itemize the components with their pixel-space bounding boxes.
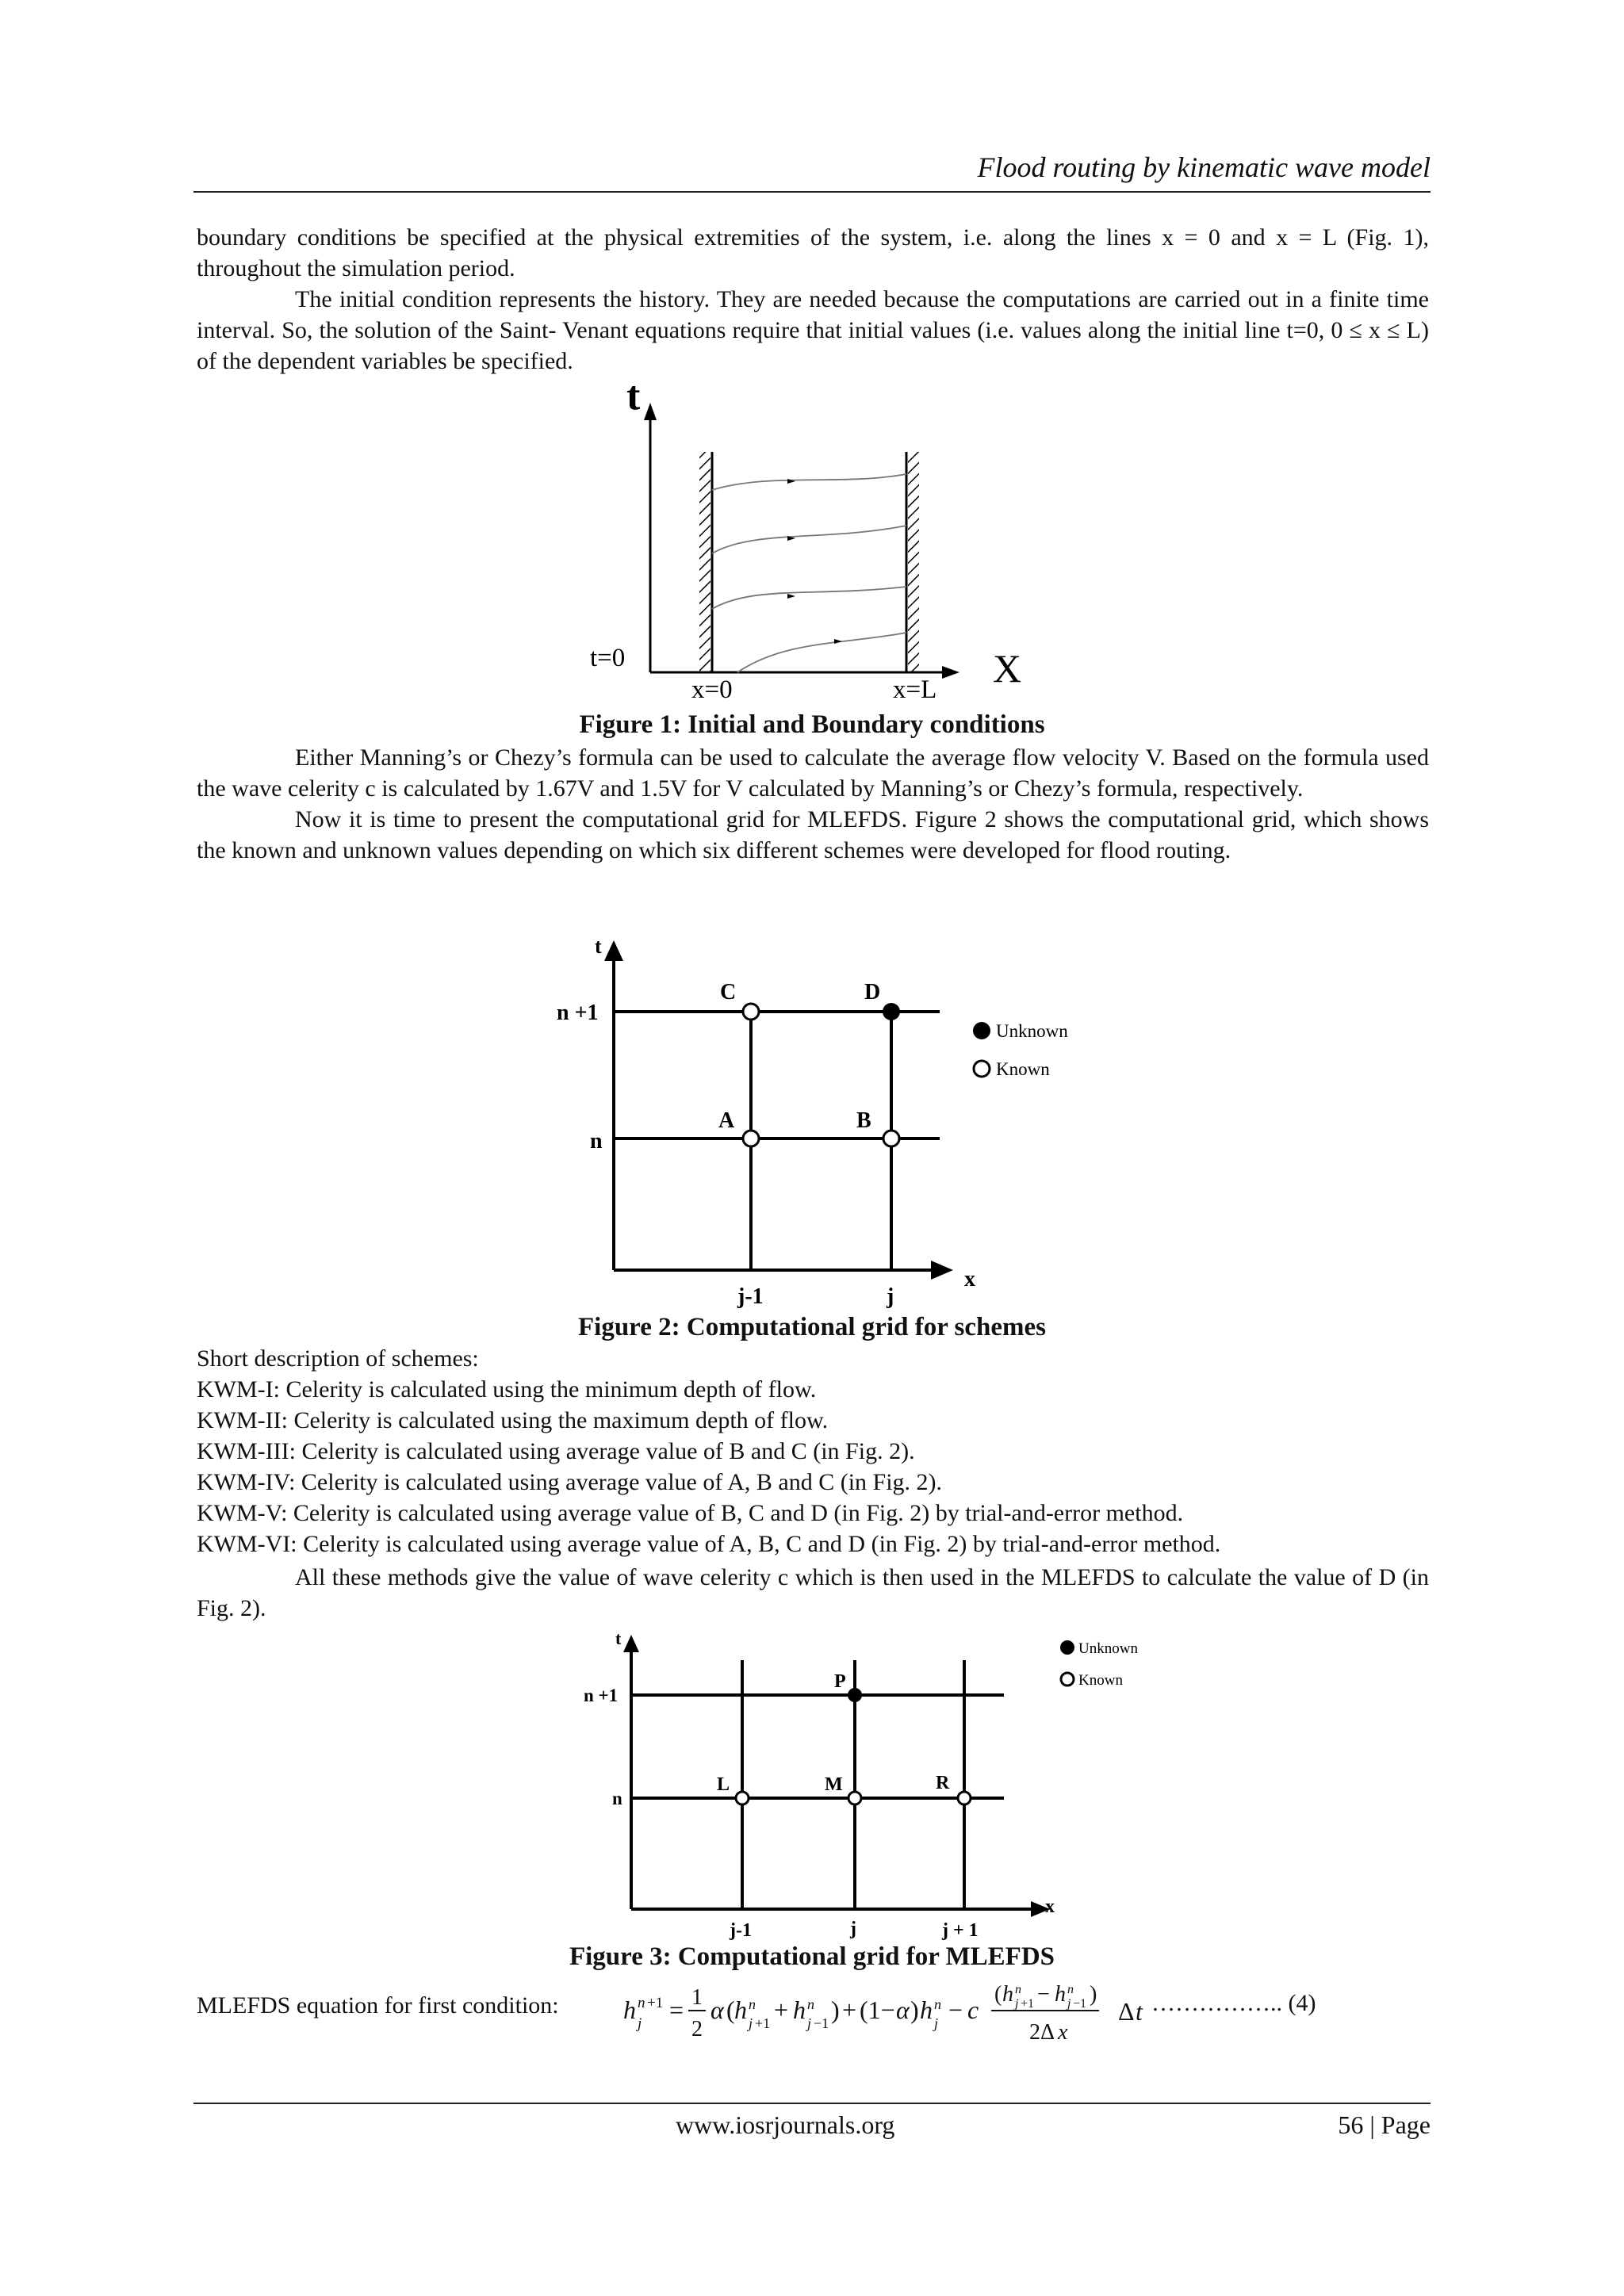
- mlefds-equation: [619, 1973, 1174, 2052]
- characteristic-curve: [712, 474, 906, 490]
- legend-known-icon: [974, 1061, 990, 1077]
- node-label-D: D: [864, 980, 881, 1004]
- x-axis-label: x: [1045, 1896, 1055, 1917]
- svg-text:t: t: [1136, 1997, 1143, 2026]
- svg-text:j: j: [1015, 1997, 1019, 2011]
- node-D-unknown: [883, 1003, 900, 1020]
- curve-direction-arrows: [787, 479, 842, 644]
- column-label-j-plus-1: j + 1: [942, 1920, 979, 1941]
- x-axis-label: X: [993, 646, 1022, 691]
- footer-site-link[interactable]: www.iosrjournals.org: [676, 2110, 895, 2139]
- column-label-j: j: [887, 1284, 894, 1309]
- t0-label: t=0: [590, 644, 626, 672]
- svg-text:h: h: [734, 1996, 747, 2024]
- figure-2-caption: Figure 2: Computational grid for schemes: [578, 1313, 1046, 1341]
- column-label-j-1: j-1: [737, 1284, 764, 1309]
- row-label-n-plus-1: n +1: [584, 1686, 619, 1705]
- right-wall-hatch: [908, 452, 919, 672]
- svg-text:+1: +1: [647, 1995, 664, 2011]
- svg-text:n: n: [1067, 1983, 1074, 1996]
- svg-text:): ): [1090, 1982, 1097, 2007]
- scheme-item: KWM-III: Celerity is calculated using average value of B and C (in Fig. 2).: [197, 1438, 915, 1464]
- t-axis-label: t: [626, 379, 641, 419]
- node-R-known: [958, 1792, 971, 1804]
- t-axis-label: t: [615, 1628, 622, 1648]
- curve-arrow-icon: [834, 639, 842, 644]
- svg-text:−: −: [1037, 1982, 1050, 2007]
- legend-known-label: Known: [996, 1059, 1050, 1079]
- node-label-B: B: [856, 1108, 871, 1133]
- scheme-item: KWM-VI: Celerity is calculated using average value of A, B, C and D (in Fig. 2) by trial-and-error method.: [197, 1531, 1221, 1557]
- svg-text:+1: +1: [755, 2015, 771, 2031]
- x-axis-label: x: [964, 1267, 975, 1292]
- legend-known-icon: [1061, 1673, 1074, 1686]
- scheme-item: KWM-IV: Celerity is calculated using average value of A, B and C (in Fig. 2).: [197, 1469, 943, 1495]
- page-number: 56 | Page: [1338, 2110, 1431, 2139]
- row-label-n: n: [590, 1129, 603, 1154]
- node-P-unknown: [848, 1688, 862, 1702]
- row-label-n: n: [612, 1789, 622, 1808]
- column-label-j: j: [850, 1919, 856, 1939]
- node-label-C: C: [720, 980, 737, 1004]
- svg-text:h: h: [793, 1996, 806, 2024]
- x-axis-arrow: [931, 1261, 953, 1280]
- curve-arrow-icon: [787, 594, 795, 599]
- footer-rule: [193, 2103, 1431, 2104]
- figure-2-diagram: [539, 932, 1078, 1311]
- scheme-item: KWM-II: Celerity is calculated using the maximum depth of flow.: [197, 1407, 829, 1433]
- svg-text:−1: −1: [1073, 1997, 1087, 2011]
- svg-text:j: j: [749, 2015, 753, 2031]
- figure-3-caption: Figure 3: Computational grid for MLEFDS: [569, 1942, 1055, 1971]
- svg-text:Δ: Δ: [1118, 1997, 1135, 2026]
- column-label-j-1: j-1: [730, 1920, 752, 1941]
- svg-text:n: n: [749, 1996, 756, 2012]
- x0-label: x=0: [691, 675, 733, 704]
- body-text-block-2: [197, 742, 1429, 866]
- svg-text:−: −: [948, 1996, 963, 2024]
- node-M-known: [848, 1792, 861, 1804]
- svg-text:x: x: [1058, 2020, 1068, 2045]
- svg-text:2Δ: 2Δ: [1029, 2020, 1055, 2045]
- svg-text:2: 2: [691, 2017, 703, 2042]
- paragraph-celerity-usage: All these methods give the value of wave celerity c which is then used in the MLEFDS to calculate the value of D (in Fig. 2).: [197, 1564, 1429, 1621]
- x-axis-arrow: [942, 666, 959, 679]
- scheme-item: KWM-V: Celerity is calculated using average value of B, C and D (in Fig. 2) by trial-and-error method.: [197, 1500, 1184, 1526]
- characteristic-curve: [737, 633, 906, 672]
- paragraph-computational-grid: Now it is time to present the computational grid for MLEFDS. Figure 2 shows the computational grid, which shows the known and unknown values depending on which six different schemes were developed for flood routing.: [197, 806, 1429, 863]
- svg-text:=: =: [669, 1996, 684, 2024]
- t-axis-arrow: [604, 940, 623, 961]
- svg-text:c: c: [967, 1996, 979, 2024]
- svg-text:n: n: [638, 1995, 645, 2011]
- characteristic-curve: [712, 526, 906, 553]
- svg-text:+: +: [774, 1996, 789, 2024]
- t-axis-arrow: [623, 1635, 639, 1652]
- svg-text:n: n: [1015, 1983, 1021, 1996]
- svg-text:+: +: [842, 1996, 857, 2024]
- svg-text:(: (: [726, 1996, 735, 2024]
- svg-text:α: α: [896, 1996, 910, 2024]
- paragraph-boundary: boundary conditions be specified at the physical extremities of the system, i.e. along the lines x = 0 and x = L (Fig. 1), throughout the simulation period.: [197, 224, 1429, 281]
- svg-text:+1: +1: [1021, 1997, 1035, 2011]
- xL-label: x=L: [893, 675, 937, 704]
- schemes-intro: Short description of schemes:: [197, 1345, 479, 1372]
- node-label-A: A: [718, 1108, 735, 1133]
- node-C-known: [743, 1004, 759, 1020]
- svg-text:n: n: [807, 1996, 814, 2012]
- legend-unknown-icon: [1060, 1640, 1074, 1655]
- characteristic-curves: [712, 474, 906, 672]
- svg-text:(: (: [994, 1982, 1002, 2007]
- svg-text:α: α: [710, 1996, 724, 2024]
- svg-text:(1−: (1−: [860, 1996, 895, 2024]
- paragraph-initial-condition: The initial condition represents the history. They are needed because the computations are carried out in a finite time interval. So, the solution of the Saint- Venant equations require that initial values (i.e. values along the initial line t=0, 0 ≤ x ≤ L) of the dependent variables be specified.: [197, 286, 1429, 374]
- header-rule: [193, 191, 1431, 193]
- body-text-block-3: [197, 1562, 1429, 1624]
- svg-text:j: j: [1067, 1997, 1071, 2011]
- t-axis-label: t: [595, 935, 602, 958]
- svg-text:1: 1: [691, 1985, 703, 2010]
- equation-label: MLEFDS equation for first condition:: [197, 1992, 559, 2019]
- node-label-M: M: [825, 1774, 843, 1795]
- figure-1-caption: Figure 1: Initial and Boundary conditions: [579, 710, 1045, 739]
- left-wall-hatch: [699, 452, 710, 672]
- svg-text:h: h: [1002, 1982, 1013, 2007]
- svg-text:h: h: [1055, 1982, 1066, 2007]
- node-A-known: [743, 1131, 759, 1146]
- svg-text:j: j: [807, 2015, 812, 2031]
- svg-text:): ): [910, 1996, 919, 2024]
- node-B-known: [883, 1131, 899, 1146]
- svg-text:h: h: [920, 1996, 933, 2024]
- equation-number: …………….. (4): [1151, 1990, 1316, 2016]
- scheme-item: KWM-I: Celerity is calculated using the minimum depth of flow.: [197, 1376, 817, 1402]
- svg-text:j: j: [638, 2015, 642, 2032]
- characteristic-curve: [712, 587, 906, 609]
- svg-text:n: n: [934, 1996, 941, 2012]
- t-axis-arrow: [644, 403, 657, 420]
- legend-unknown-label: Unknown: [996, 1021, 1068, 1041]
- figure-1-diagram: [587, 379, 1031, 704]
- node-label-L: L: [717, 1774, 730, 1795]
- legend-unknown-label: Unknown: [1078, 1640, 1138, 1657]
- svg-text:h: h: [623, 1996, 636, 2024]
- node-L-known: [736, 1792, 749, 1804]
- running-header: Flood routing by kinematic wave model: [977, 151, 1431, 183]
- figure-3-diagram: [571, 1628, 1150, 1942]
- body-text-block-1: [197, 222, 1429, 377]
- svg-text:j: j: [934, 2015, 939, 2031]
- svg-text:−1: −1: [814, 2015, 829, 2031]
- legend-unknown-icon: [973, 1022, 990, 1039]
- paragraph-manning-chezy: Either Manning’s or Chezy’s formula can be used to calculate the average flow velocity V. Based on the formula used the wave celerity c is calculated by 1.67V and 1.5V for V calculated by Manning’s or Chezy’s formula, respectively.: [197, 744, 1429, 802]
- row-label-n-plus-1: n +1: [557, 1001, 599, 1025]
- svg-text:): ): [831, 1996, 840, 2024]
- node-label-R: R: [936, 1773, 950, 1793]
- node-label-P: P: [834, 1671, 846, 1692]
- legend-known-label: Known: [1078, 1672, 1123, 1689]
